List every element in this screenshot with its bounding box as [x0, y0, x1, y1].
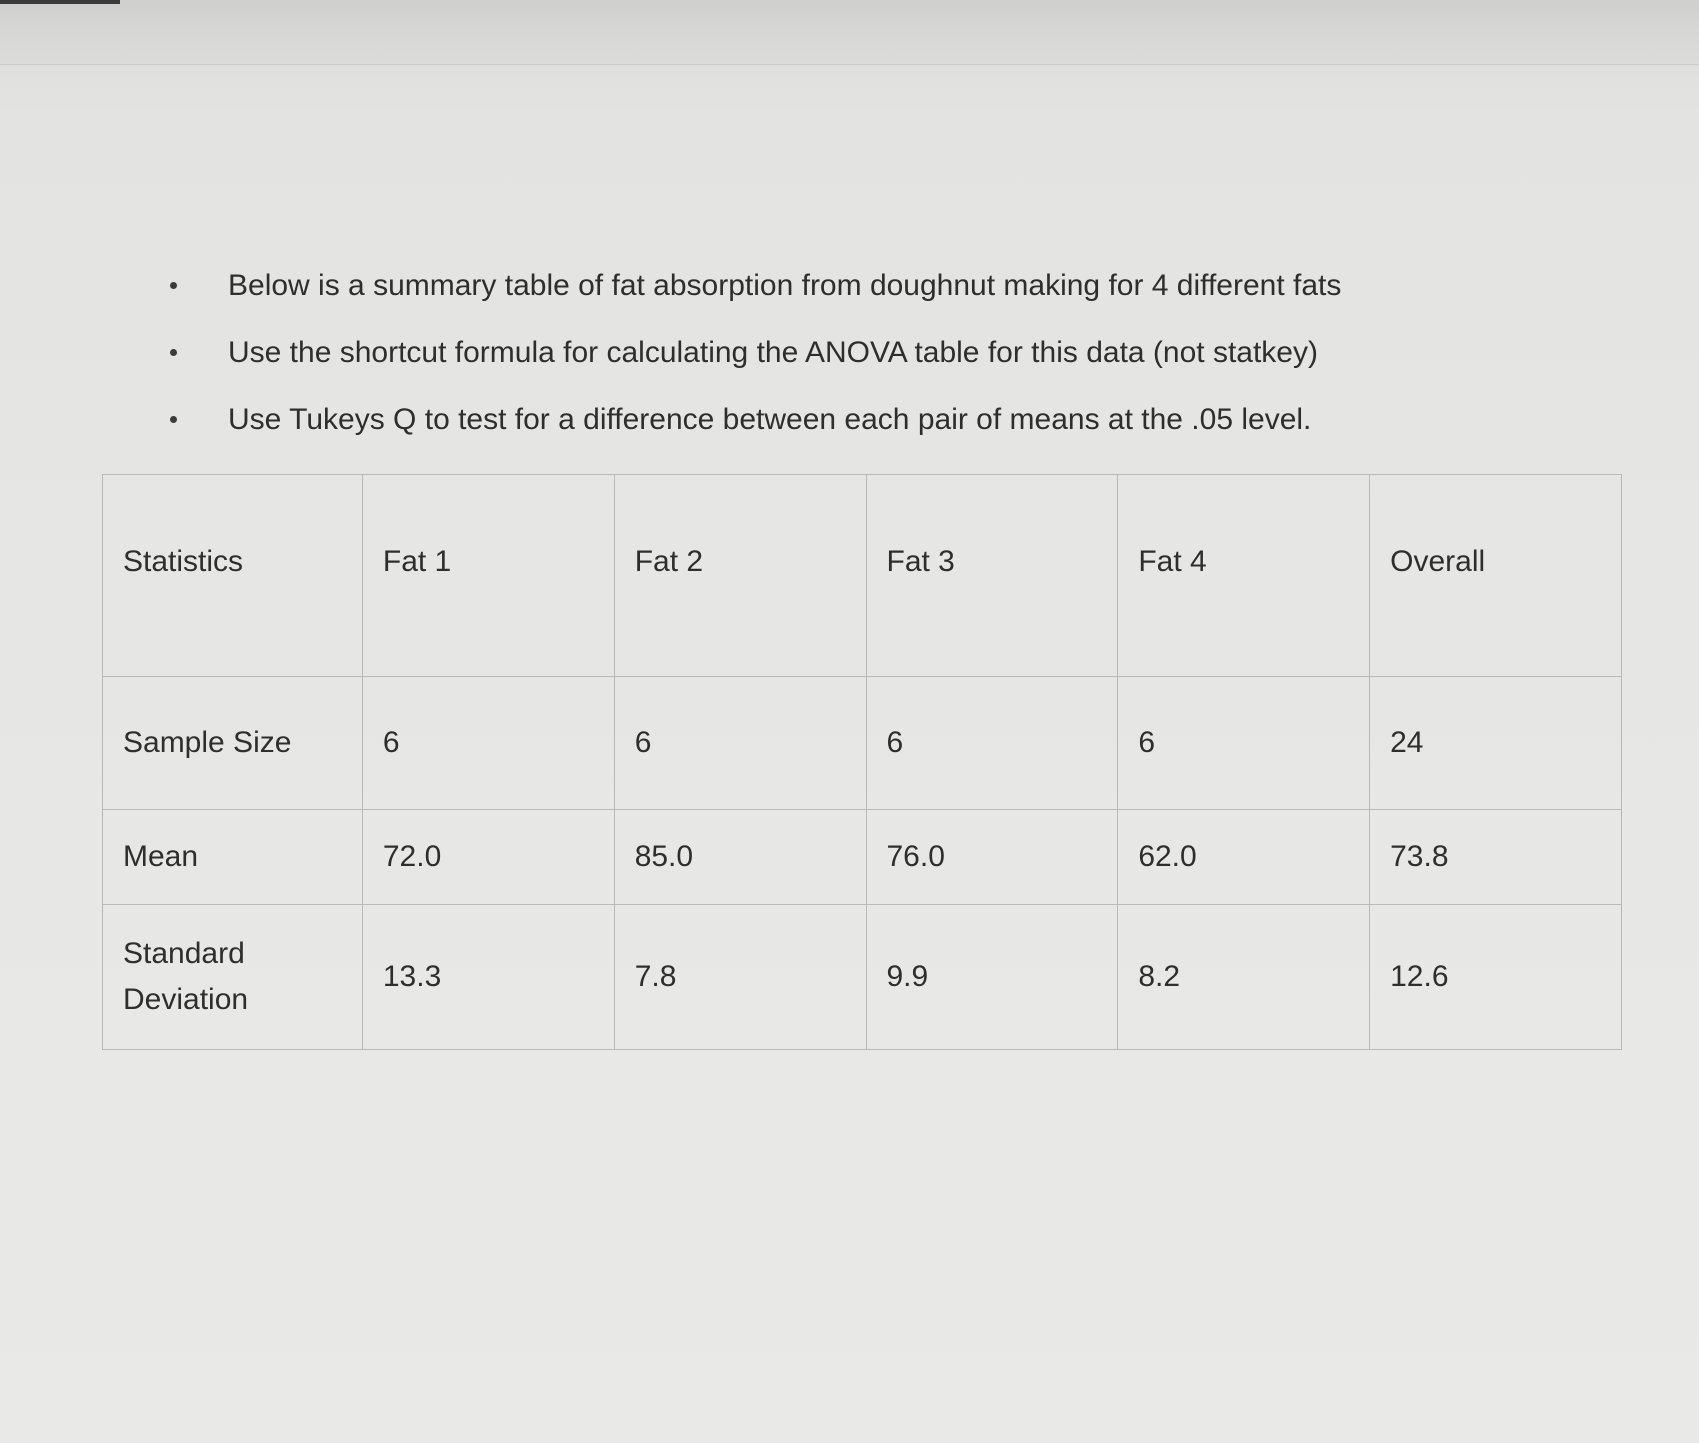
top-bar: [0, 0, 1699, 65]
header-statistics: Statistics: [103, 475, 363, 677]
table-row: [103, 810, 1622, 905]
instruction-list: [170, 268, 1470, 469]
bullet-icon: [170, 282, 177, 289]
table-cell: 76.0: [866, 810, 1118, 905]
table-cell: 6: [614, 677, 866, 810]
instruction-text: Use the shortcut formula for calculating the ANOVA table for this data (not statkey): [228, 336, 1318, 369]
table-cell: 62.0: [1118, 810, 1370, 905]
table-row: [103, 677, 1622, 810]
table-cell: 8.2: [1118, 905, 1370, 1050]
top-bar-mark: [0, 0, 120, 4]
table-cell: 72.0: [362, 810, 614, 905]
table-cell: 6: [866, 677, 1118, 810]
table-cell: 24: [1370, 677, 1622, 810]
summary-table: [102, 474, 1622, 1050]
table-header-row: [103, 475, 1622, 677]
table-cell: 6: [1118, 677, 1370, 810]
header-overall: Overall: [1370, 475, 1622, 677]
row-label-line: Standard: [123, 937, 245, 970]
bullet-icon: [170, 349, 177, 356]
list-item: [170, 268, 1470, 335]
table-row: [103, 905, 1622, 1050]
table-cell: 6: [362, 677, 614, 810]
table-cell: 7.8: [614, 905, 866, 1050]
row-label-mean: Mean: [103, 810, 363, 905]
table-cell: 85.0: [614, 810, 866, 905]
list-item: [170, 335, 1470, 402]
table-cell: 9.9: [866, 905, 1118, 1050]
bullet-icon: [170, 416, 177, 423]
header-fat-4: Fat 4: [1118, 475, 1370, 677]
header-fat-2: Fat 2: [614, 475, 866, 677]
row-label-line: Deviation: [123, 983, 249, 1016]
list-item: [170, 402, 1470, 469]
row-label-standard-deviation: [103, 905, 363, 1050]
table-cell: 73.8: [1370, 810, 1622, 905]
instruction-text: Below is a summary table of fat absorption from doughnut making for 4 different fats: [228, 269, 1342, 302]
instruction-text: Use Tukeys Q to test for a difference between each pair of means at the .05 level.: [228, 403, 1312, 436]
table-cell: 13.3: [362, 905, 614, 1050]
row-label-sample-size: Sample Size: [103, 677, 363, 810]
table-cell: 12.6: [1370, 905, 1622, 1050]
header-fat-1: Fat 1: [362, 475, 614, 677]
header-fat-3: Fat 3: [866, 475, 1118, 677]
